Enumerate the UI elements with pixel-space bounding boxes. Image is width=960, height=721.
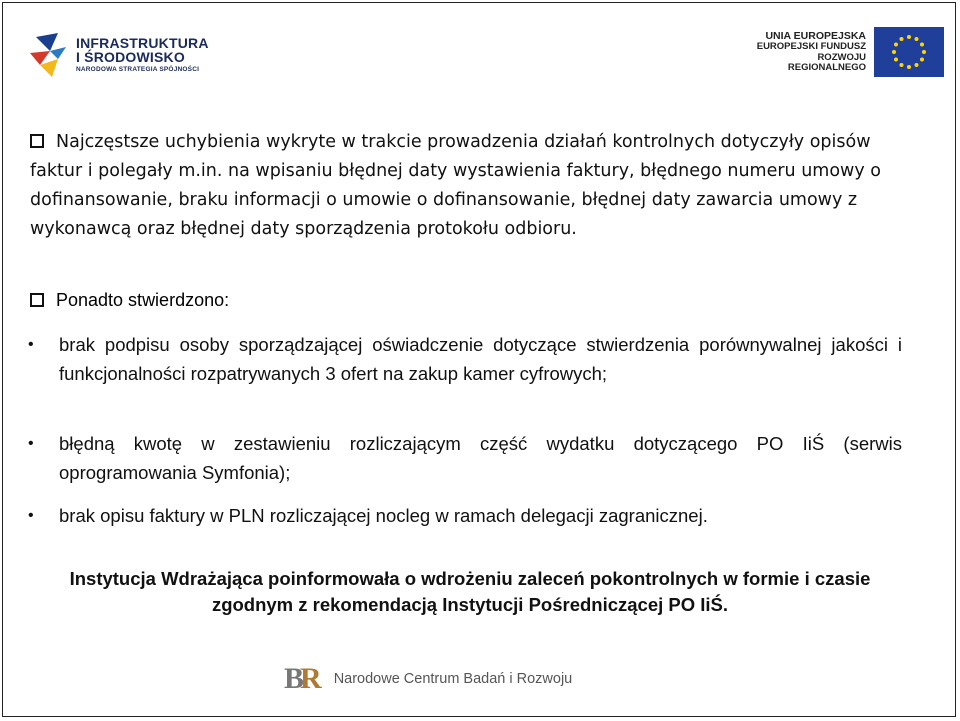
list-item-text: brak podpisu osoby sporządzającej oświadczenie dotyczące stwierdzenia porównywalnej jakości i funkcjonalności rozpatrywanych 3 ofert na zakup kamer cyfrowych; — [59, 334, 902, 384]
list-item — [24, 330, 902, 388]
logo-line2: I ŚRODOWISKO — [76, 49, 185, 66]
paragraph2-text: Ponadto stwierdzono: — [56, 290, 230, 310]
list-item-text: błędną kwotę w zestawieniu rozliczającym część wydatku dotyczącego PO IiŚ (serwis oprogramowania Symfonia); — [59, 433, 902, 483]
paragraph1-text: Najczęstsze uchybienia wykryte w trakcie prowadzenia działań kontrolnych dotyczyły opisów faktur i polegały m.in. na wpisaniu błędnej daty wystawienia faktury, błędnego numeru umowy o dofinansowanie, braku informacji o umowie o dofinansowanie, błędnej daty zawarcia umowy z wykonawcą oraz błędnej daty sporządzenia protokołu odbioru. — [30, 132, 881, 239]
eu-line2: EUROPEJSKI FUNDUSZ — [756, 40, 866, 52]
checkbox-bullet-icon — [30, 134, 44, 148]
paragraph-findings — [30, 128, 902, 244]
bullet-dot-icon: • — [28, 507, 34, 524]
paragraph-additionally — [30, 286, 902, 314]
checkbox-bullet-icon — [30, 293, 44, 307]
logo-line1: INFRASTRUKTURA — [76, 35, 209, 52]
ncbr-logo-icon: BR — [284, 662, 318, 695]
conclusion-text: Instytucja Wdrażająca poinformowała o wdrożeniu zaleceń pokontrolnych w formie i czasie zgodnym z rekomendacją Instytucji Pośredniczącej PO IiŚ. — [69, 568, 871, 615]
logo-line3: NARODOWA STRATEGIA SPÓJNOŚCI — [76, 66, 200, 74]
eu-line3: ROZWOJU REGIONALNEGO — [787, 51, 866, 74]
list-item — [24, 429, 902, 487]
list-item — [24, 501, 902, 530]
bullet-dot-icon: • — [28, 435, 34, 452]
footer-text: Narodowe Centrum Badań i Rozwoju — [333, 671, 573, 687]
bullet-dot-icon: • — [28, 336, 34, 353]
eu-line1: UNIA EUROPEJSKA — [765, 29, 866, 42]
footer-logo — [284, 660, 572, 698]
list-item-text: brak opisu faktury w PLN rozliczającej nocleg w ramach delegacji zagranicznej. — [59, 505, 708, 526]
